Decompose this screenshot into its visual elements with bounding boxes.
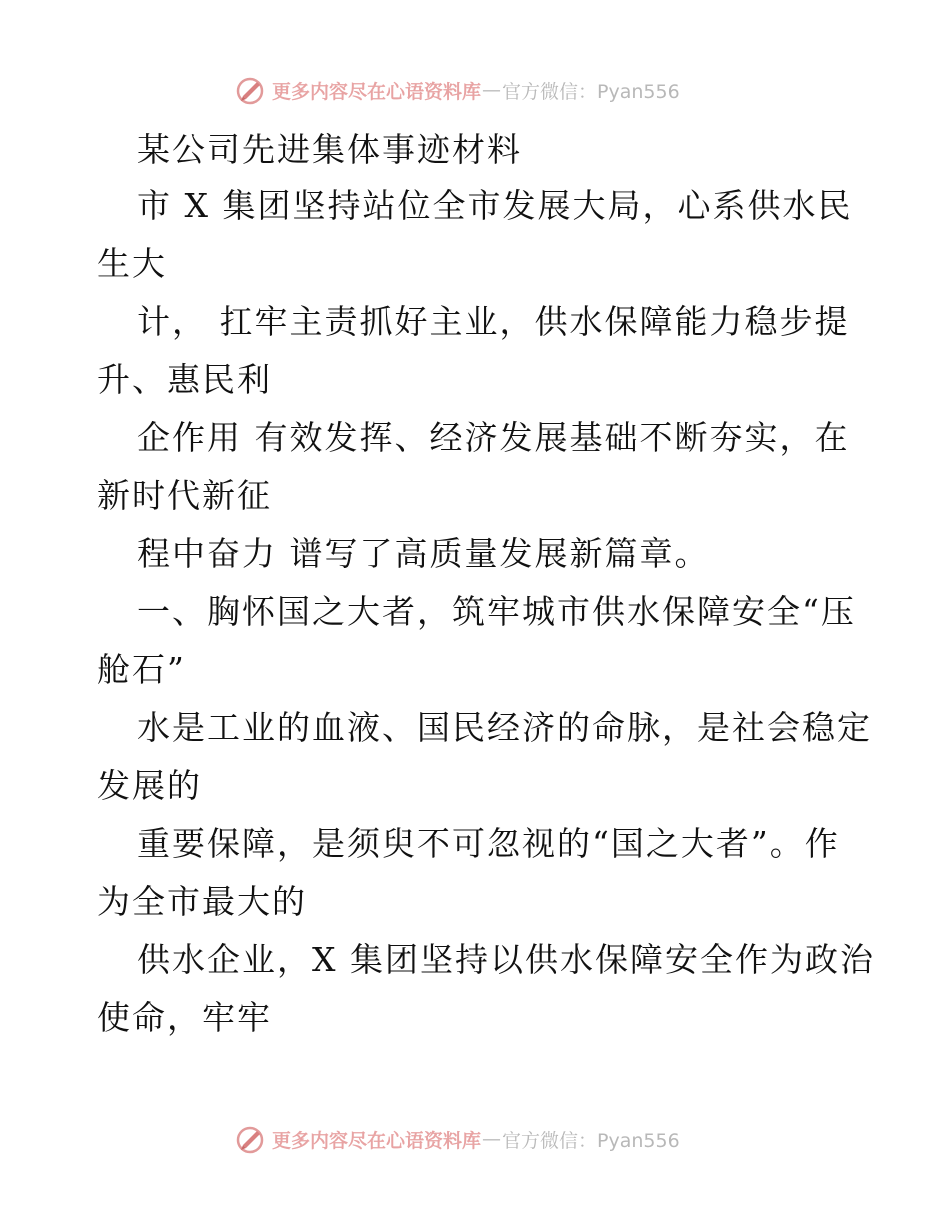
paragraph-line: 新时代新征 — [97, 476, 272, 515]
footer-watermark — [234, 1122, 680, 1156]
paragraph-line: 供水企业，X 集团坚持以供水保障安全作为政治 — [137, 940, 875, 979]
paragraph-line: 计， 扛牢主责抓好主业，供水保障能力稳步提 — [137, 302, 850, 341]
watermark-separator: — — [482, 1128, 502, 1150]
section-heading-continuation: 舱石” — [97, 650, 186, 689]
section-heading: 一、胸怀国之大者，筑牢城市供水保障安全“压 — [137, 592, 856, 631]
paragraph-line: 程中奋力 谱写了高质量发展新篇章。 — [137, 534, 710, 573]
pen-logo-icon — [234, 74, 266, 106]
watermark-separator: — — [482, 79, 502, 101]
watermark-brand-text: 更多内容尽在心语资料库 — [272, 1129, 482, 1152]
paragraph-line: 生大 — [97, 244, 167, 283]
paragraph-line: 发展的 — [97, 766, 202, 805]
paragraph-line: 为全市最大的 — [97, 882, 307, 921]
doc-title: 某公司先进集体事迹材料 — [137, 130, 522, 169]
paragraph-line: 升、惠民利 — [97, 360, 272, 399]
paragraph-line: 市 X 集团坚持站位全市发展大局，心系供水民 — [137, 186, 853, 225]
paragraph-line: 使命，牢牢 — [97, 998, 272, 1037]
paragraph-line: 企作用 有效发挥、经济发展基础不断夯实，在 — [137, 418, 850, 457]
header-watermark — [234, 73, 680, 107]
pen-logo-icon — [234, 1123, 266, 1155]
watermark-wechat-text: 官方微信：Pyan556 — [502, 1129, 680, 1152]
paragraph-line: 重要保障，是须臾不可忽视的“国之大者”。作 — [137, 824, 840, 863]
watermark-wechat-text: 官方微信：Pyan556 — [502, 80, 680, 103]
paragraph-line: 水是工业的血液、国民经济的命脉，是社会稳定 — [137, 708, 872, 747]
watermark-brand-text: 更多内容尽在心语资料库 — [272, 80, 482, 103]
